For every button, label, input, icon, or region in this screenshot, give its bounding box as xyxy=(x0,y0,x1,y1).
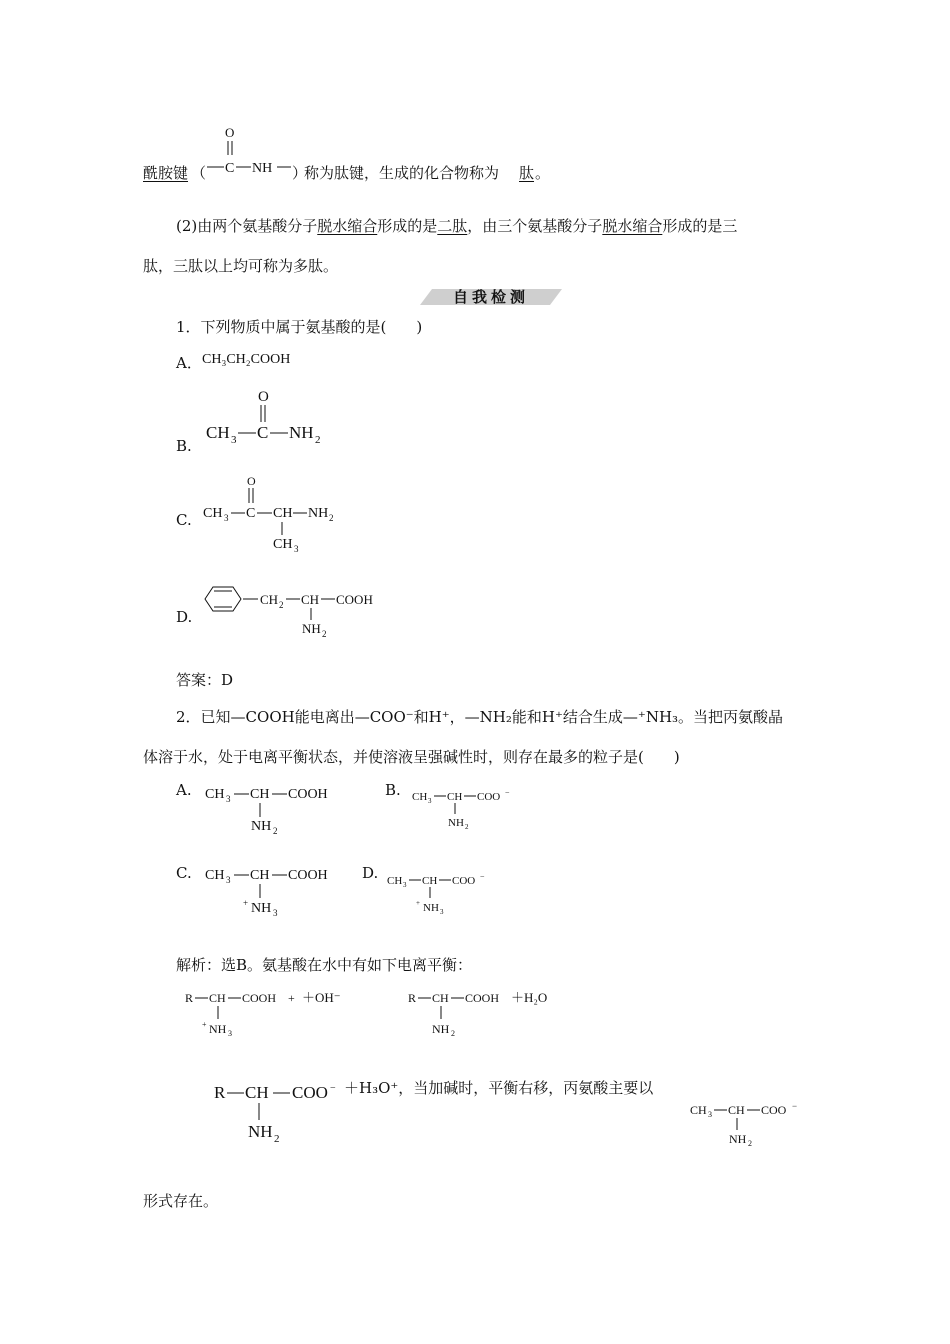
svg-text:−: − xyxy=(480,872,485,881)
para2-text-4: 形成的是三 xyxy=(662,217,738,235)
svg-text:2: 2 xyxy=(279,600,284,610)
svg-text:CH: CH xyxy=(245,1083,269,1102)
svg-text:3: 3 xyxy=(273,908,278,918)
svg-text:3: 3 xyxy=(440,908,444,916)
para2-underline-3: 脱水缩合 xyxy=(602,217,663,235)
svg-text:NH: NH xyxy=(729,1132,747,1146)
para2-underline-1: 脱水缩合 xyxy=(317,217,378,235)
amide-bond-desc: 称为肽键，生成的化合物称为 xyxy=(304,164,500,182)
svg-text:3: 3 xyxy=(231,434,237,446)
svg-text:COOH: COOH xyxy=(465,991,500,1005)
eq-neutral-alanine xyxy=(403,985,523,1045)
q2-stem-line1: 2．已知—COOH能电离出—COO⁻和H⁺，—NH₂能和H⁺结合生成—⁺NH₃。当把丙氨酸晶 xyxy=(176,708,784,726)
svg-text:C: C xyxy=(257,423,269,442)
q2-option-a-label: A. xyxy=(176,781,192,799)
svg-text:2: 2 xyxy=(451,1029,455,1038)
svg-text:3: 3 xyxy=(228,1029,232,1038)
eq-plus-h3o-text: ＋H₃O⁺，当加碱时，平衡右移，丙氨酸主要以 xyxy=(344,1079,654,1097)
svg-text:+: + xyxy=(288,991,295,1005)
svg-text:3: 3 xyxy=(294,544,299,554)
svg-text:3: 3 xyxy=(224,513,229,523)
svg-text:CH: CH xyxy=(206,423,230,442)
svg-text:NH: NH xyxy=(308,506,329,521)
svg-text:COO: COO xyxy=(292,1083,328,1102)
svg-text:COOH: COOH xyxy=(242,991,277,1005)
svg-text:R: R xyxy=(214,1083,226,1102)
svg-text:−: − xyxy=(792,1101,798,1111)
q1-option-b-label: B. xyxy=(176,437,192,455)
svg-text:R: R xyxy=(408,991,417,1005)
svg-text:2: 2 xyxy=(274,1133,280,1145)
q1-option-a-label: A． xyxy=(176,354,202,372)
amide-bond-term: 酰胺键 xyxy=(143,164,189,182)
section-title: 自我检测 xyxy=(452,288,529,306)
q1-option-c-structure xyxy=(200,472,340,557)
q2-option-b-label: B. xyxy=(385,781,401,799)
paren-open: （ xyxy=(191,164,207,182)
svg-text:CH: CH xyxy=(250,868,270,883)
svg-text:2: 2 xyxy=(465,823,469,831)
svg-text:NH: NH xyxy=(252,161,273,176)
svg-text:NH: NH xyxy=(251,901,272,916)
para2-underline-2: 二肽 xyxy=(437,217,468,235)
svg-text:CH: CH xyxy=(728,1103,745,1117)
svg-text:3: 3 xyxy=(226,794,231,804)
analysis-line1: 解析：选B。氨基酸在水中有如下电离平衡： xyxy=(176,956,473,974)
analysis-end: 形式存在。 xyxy=(143,1192,219,1210)
svg-text:2: 2 xyxy=(322,629,327,639)
svg-text:CH: CH xyxy=(301,592,320,607)
svg-text:CH: CH xyxy=(205,868,225,883)
svg-text:NH: NH xyxy=(302,621,321,636)
svg-text:CH: CH xyxy=(273,506,293,521)
svg-text:3: 3 xyxy=(708,1110,712,1119)
svg-text:−: − xyxy=(505,788,510,797)
eq-anion-alanine xyxy=(210,1075,350,1150)
q1-option-a-formula: CH₃CH₂COOH xyxy=(202,352,291,367)
q2-option-d-structure xyxy=(383,868,503,920)
svg-text:O: O xyxy=(258,389,269,405)
peptide-word: 肽 xyxy=(519,164,535,182)
svg-text:NH: NH xyxy=(248,1122,273,1141)
para2-line2: 肽，三肽以上均可称为多肽。 xyxy=(143,257,339,275)
q1-option-d-structure xyxy=(200,580,380,642)
svg-text:CH: CH xyxy=(250,787,270,802)
para2-text-2: 形成的是 xyxy=(377,217,438,235)
q2-option-c-label: C. xyxy=(176,864,192,882)
paren-close: ） xyxy=(292,164,308,182)
svg-text:C: C xyxy=(246,506,256,521)
svg-text:2: 2 xyxy=(315,434,321,446)
q2-option-c-structure xyxy=(200,861,350,923)
svg-text:COO: COO xyxy=(761,1103,787,1117)
svg-text:3: 3 xyxy=(428,797,432,805)
eq-protonated-alanine xyxy=(180,985,390,1045)
svg-text:COOH: COOH xyxy=(336,592,373,607)
svg-text:NH: NH xyxy=(432,1022,450,1036)
svg-text:CH: CH xyxy=(412,791,428,803)
svg-text:CH: CH xyxy=(209,991,226,1005)
svg-text:+: + xyxy=(243,898,249,908)
svg-text:2: 2 xyxy=(273,826,278,836)
svg-text:COOH: COOH xyxy=(288,868,328,883)
svg-text:COOH: COOH xyxy=(288,787,328,802)
svg-text:2: 2 xyxy=(329,513,334,523)
svg-text:C: C xyxy=(225,161,235,176)
q1-answer: 答案：D xyxy=(176,671,234,689)
period: 。 xyxy=(535,164,551,182)
para2-text-3: ，由三个氨基酸分子 xyxy=(467,217,603,235)
svg-text:CH: CH xyxy=(387,875,403,887)
q1-stem: 1．下列物质中属于氨基酸的是( ) xyxy=(176,318,423,336)
alanine-anion-form xyxy=(686,1098,816,1153)
svg-text:CH: CH xyxy=(447,791,463,803)
q2-stem-line2: 体溶于水，处于电离平衡状态，并使溶液呈强碱性时，则存在最多的粒子是( ) xyxy=(143,748,680,766)
svg-text:CH: CH xyxy=(422,875,438,887)
eq-plus-h2o: ＋H₂O xyxy=(511,990,548,1005)
svg-text:COO: COO xyxy=(477,791,501,803)
q1-option-d-label: D. xyxy=(176,608,193,626)
svg-text:+: + xyxy=(416,899,420,907)
svg-text:−: − xyxy=(330,1083,336,1094)
svg-text:NH: NH xyxy=(251,819,272,834)
svg-text:NH: NH xyxy=(423,902,439,914)
svg-text:NH: NH xyxy=(289,423,314,442)
svg-text:COO: COO xyxy=(452,875,476,887)
svg-text:NH: NH xyxy=(209,1022,227,1036)
section-banner xyxy=(420,287,562,307)
svg-text:O: O xyxy=(247,474,256,488)
para2-text-1: (2)由两个氨基酸分子 xyxy=(176,217,318,235)
svg-text:O: O xyxy=(225,125,235,140)
svg-text:3: 3 xyxy=(226,875,231,885)
eq-plus-oh: ＋OH⁻ xyxy=(302,990,341,1005)
q2-option-a-structure xyxy=(200,780,350,840)
svg-text:3: 3 xyxy=(403,881,407,889)
svg-text:R: R xyxy=(185,991,194,1005)
svg-text:CH: CH xyxy=(273,537,293,552)
svg-text:CH: CH xyxy=(205,787,225,802)
q2-option-b-structure xyxy=(408,784,528,836)
svg-text:CH: CH xyxy=(203,506,223,521)
svg-text:CH: CH xyxy=(260,592,279,607)
svg-text:+: + xyxy=(202,1020,207,1029)
q1-option-b-structure xyxy=(200,385,340,450)
svg-text:2: 2 xyxy=(748,1139,752,1148)
q2-option-d-label: D. xyxy=(362,864,379,882)
amide-bond-formula xyxy=(203,122,295,182)
svg-text:CH: CH xyxy=(432,991,449,1005)
svg-text:CH: CH xyxy=(690,1103,707,1117)
svg-text:NH: NH xyxy=(448,817,464,829)
q1-option-c-label: C. xyxy=(176,511,192,529)
